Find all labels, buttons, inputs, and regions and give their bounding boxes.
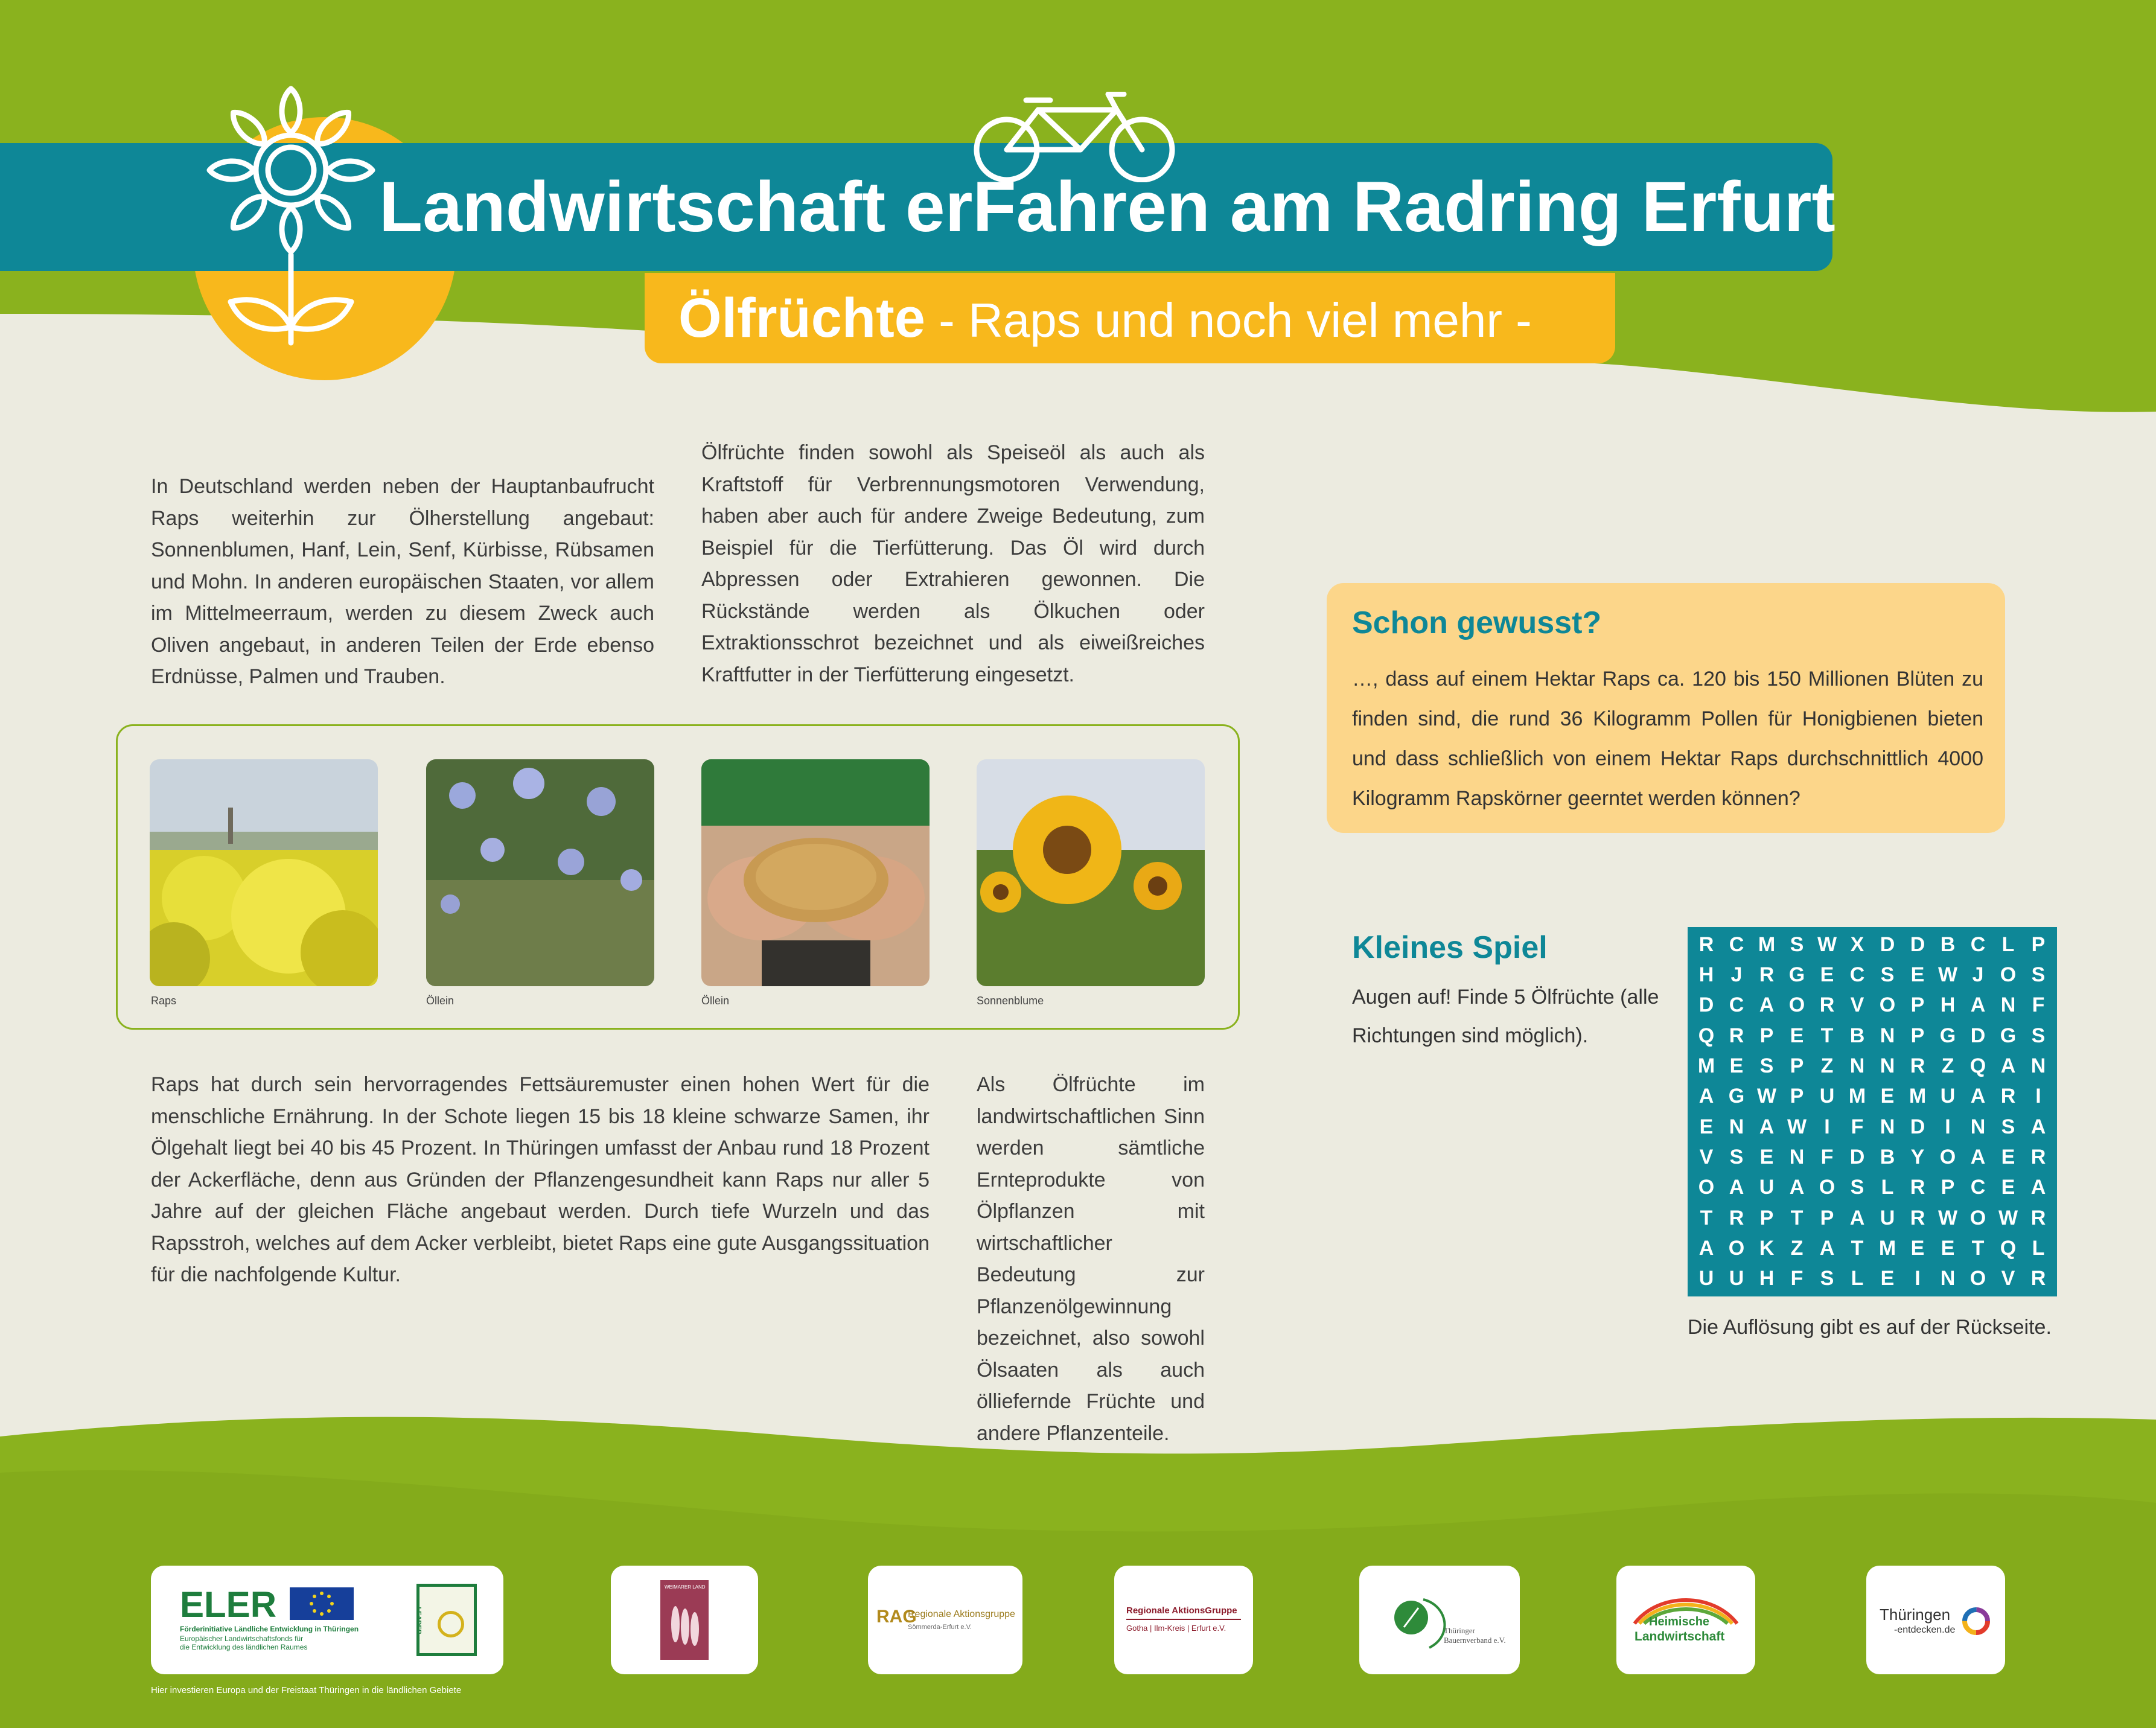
photo-caption-3: Öllein [701,995,730,1007]
grid-letter: F [1851,1115,1864,1138]
grid-letter: O [1939,1145,1956,1168]
bauern-line-2: Bauernverband e.V. [1444,1636,1506,1645]
photo-caption-2: Öllein [426,995,454,1007]
grid-letter: O [1819,1176,1835,1199]
grid-letter: G [1788,963,1805,986]
game-title: Kleines Spiel [1352,930,1548,965]
fact-title: Schon gewusst? [1352,605,1602,640]
eler-line-2: Europäischer Landwirtschaftsfonds für [180,1634,304,1643]
photo-caption-1: Raps [151,995,177,1007]
grid-letter: R [1698,933,1714,956]
usage-paragraph: Ölfrüchte finden sowohl als Speiseöl als auch als Kraftstoff für Verbrennungsmotoren Verwendung, haben aber auch für andere Zweige Bedeutung, zum Beispiel für die Tierfütterung. Das Öl wird durch Abpressen oder Extrahieren gewonnen. Die Rückstände werden als Ölkuchen oder Extraktionsschrot bezeichnet und als eiweißreiches Kraftfutter in der Tierfütterung eingesetzt. [701,441,1205,686]
grid-letter: M [1697,1054,1715,1077]
grid-letter: J [1730,963,1743,986]
grid-letter: T [1971,1236,1985,1260]
heimische-line-1: Heimische [1649,1615,1710,1628]
rag2-line-2: Gotha | Ilm-Kreis | Erfurt e.V. [1126,1624,1226,1633]
logo-eler-leader[interactable] [151,1566,503,1674]
grid-letter: L [1881,1176,1894,1199]
grid-letter: O [1879,993,1896,1017]
grid-letter: A [1698,1236,1714,1260]
eler-title: ELER [180,1584,277,1625]
leader-logo [416,1584,477,1656]
grid-letter: I [1945,1115,1951,1138]
grid-letter: A [1970,1085,1986,1108]
grid-letter: H [1940,993,1956,1017]
thueringen-line-2: -entdecken.de [1894,1625,1956,1635]
grid-letter: C [1970,1176,1986,1199]
weimarer-label: WEIMARER LAND [665,1584,706,1590]
game-instructions: Augen auf! Finde 5 Ölfrüchte (alle Richtungen sind möglich). [1352,986,1659,1047]
grid-letter: R [1910,1176,1925,1199]
grid-letter: W [1938,963,1958,986]
rag-line-2: Sömmerda-Erfurt e.V. [908,1624,972,1631]
grid-letter: F [1790,1267,1804,1290]
grid-letter: I [1915,1267,1921,1290]
grid-letter: R [1759,963,1775,986]
bicycle-icon [966,92,1183,182]
grid-letter: P [1941,1176,1955,1199]
grid-letter: N [1940,1267,1956,1290]
grid-letter: A [1789,1176,1805,1199]
photo-sonnenblume [977,759,1205,986]
grid-letter: E [1941,1236,1955,1260]
grid-letter: E [1759,1145,1774,1168]
grid-letter: A [1849,1206,1865,1229]
grid-letter: P [1790,1085,1804,1108]
grid-letter: P [1910,1024,1925,1047]
grid-letter: P [1759,1206,1774,1229]
grid-letter: R [1910,1206,1925,1229]
grid-letter: W [1817,933,1837,956]
grid-letter: H [1759,1267,1775,1290]
grid-letter: S [1850,1176,1864,1199]
grid-letter: N [1789,1145,1805,1168]
grid-letter: A [2030,1115,2046,1138]
funding-note: Hier investieren Europa und der Freistaat Thüringen in die ländlichen Gebiete [151,1685,462,1695]
grid-letter: M [1878,1236,1896,1260]
logo-weimarer-land[interactable] [611,1566,758,1674]
grid-letter: E [1910,1236,1925,1260]
grid-letter: M [1758,933,1776,956]
grid-letter: E [1880,1267,1895,1290]
photo-oellein-flowers [426,759,654,986]
grid-letter: T [1790,1206,1804,1229]
grid-letter: P [1910,993,1925,1017]
grid-letter: N [2000,993,2016,1017]
grid-letter: P [2031,933,2046,956]
grid-letter: S [1820,1267,1834,1290]
leader-label: LEADER [415,1607,423,1634]
grid-letter: D [1970,1024,1986,1047]
grid-letter: D [1849,1145,1865,1168]
grid-letter: A [1819,1236,1835,1260]
grid-letter: N [2030,1054,2046,1077]
grid-letter: R [2030,1267,2046,1290]
subtitle [678,273,1532,363]
grid-letter: R [1910,1054,1925,1077]
rag-line-1: Regionale Aktionsgruppe [908,1609,1015,1619]
grid-letter: W [1756,1085,1777,1108]
grid-letter: U [1729,1267,1744,1290]
grid-letter: A [1970,993,1986,1017]
grid-letter: L [1851,1267,1864,1290]
grid-letter: L [2001,933,2015,956]
subtitle-bold: Ölfrüchte [678,287,925,349]
grid-letter: P [1790,1054,1804,1077]
grid-letter: T [1700,1206,1713,1229]
grid-letter: E [1910,963,1925,986]
grid-letter: E [2001,1145,2015,1168]
subtitle-rest: - Raps und noch viel mehr - [925,293,1532,347]
grid-letter: P [1759,1024,1774,1047]
fact-text: …, dass auf einem Hektar Raps ca. 120 bis 150 Millionen Blüten zu finden sind, die rund 36 Kilogramm Pollen für Honigbienen bieten und dass schließlich von einem Hektar Raps durchschnittlich 4000 Kilogramm Rapskörner geerntet werden können? [1352,668,1983,810]
word-search-grid [1688,927,2057,1296]
grid-letter: N [1880,1054,1895,1077]
grid-letter: I [2035,1085,2041,1108]
grid-letter: R [2030,1145,2046,1168]
bauern-line-1: Thüringer [1444,1626,1475,1635]
grid-letter: O [1698,1176,1715,1199]
grid-letter: S [1790,933,1804,956]
grid-letter: N [1880,1115,1895,1138]
grid-letter: U [1880,1206,1895,1229]
grid-letter: R [2030,1206,2046,1229]
grid-letter: D [1910,1115,1925,1138]
grid-letter: M [1848,1085,1866,1108]
grid-letter: O [2000,963,2017,986]
page-title: Landwirtschaft erFahren am Radring Erfurt [379,167,1835,247]
grid-letter: R [2000,1085,2016,1108]
grid-letter: C [1970,933,1986,956]
grid-letter: S [2031,963,2046,986]
grid-letter: W [1787,1115,1807,1138]
grid-letter: R [1729,1206,1744,1229]
grid-letter: B [1849,1024,1865,1047]
logo-thueringen-entdecken[interactable] [1866,1566,2005,1674]
grid-letter: A [1698,1085,1714,1108]
grid-letter: R [1729,1024,1744,1047]
photo-raps [150,759,378,986]
grid-letter: M [1909,1085,1927,1108]
eler-line-1: Förderinitiative Ländliche Entwicklung in Thüringen [180,1625,359,1633]
grid-letter: X [1850,933,1864,956]
grid-letter: E [1880,1085,1895,1108]
grid-letter: E [1790,1024,1804,1047]
grid-letter: Z [1790,1236,1804,1260]
grid-letter: A [1759,993,1775,1017]
grid-letter: G [1939,1024,1956,1047]
grid-letter: E [1699,1115,1714,1138]
grid-letter: N [1970,1115,1986,1138]
grid-letter: C [1729,993,1744,1017]
grid-letter: N [1729,1115,1744,1138]
grid-letter: B [1940,933,1956,956]
grid-letter: W [1938,1206,1958,1229]
grid-letter: C [1849,963,1865,986]
grid-letter: H [1698,963,1714,986]
colorful-ring-icon [1960,1605,1992,1637]
photo-oellein-seeds [701,759,930,986]
heimische-line-2: Landwirtschaft [1635,1630,1725,1644]
grid-letter: T [1820,1024,1834,1047]
grid-letter: Q [2000,1236,2017,1260]
grid-letter: A [1970,1145,1986,1168]
intro-paragraph: In Deutschland werden neben der Hauptanbaufrucht Raps weiterhin zur Ölherstellung angebaut: Sonnenblumen, Hanf, Lein, Senf, Kürbisse, Rübsamen und Mohn. In anderen europäischen Staaten, vor allem im Mittelmeerraum, werden zu diesem Zweck auch Oliven angebaut, in anderen Teilen der Erde ebenso Erdnüsse, Palmen und Trauben. [151,475,654,688]
grid-letter: S [2001,1115,2015,1138]
grid-letter: B [1880,1145,1895,1168]
grid-letter: E [1820,963,1834,986]
grid-letter: O [1969,1267,1986,1290]
grid-letter: Z [1941,1054,1954,1077]
logo-rag-soemmerda[interactable] [868,1566,1022,1674]
grid-letter: N [1849,1054,1865,1077]
grid-letter: K [1759,1236,1775,1260]
grid-letter: U [1698,1267,1714,1290]
grid-letter: S [2031,1024,2046,1047]
grid-letter: R [1819,993,1835,1017]
grid-letter: Z [1820,1054,1834,1077]
eler-line-3: die Entwicklung des ländlichen Raumes [180,1643,308,1651]
eu-flag-icon [290,1587,354,1620]
grid-letter: E [1729,1054,1744,1077]
grid-letter: P [1820,1206,1834,1229]
grid-letter: L [2032,1236,2045,1260]
logo-bauernverband[interactable] [1359,1566,1520,1674]
grid-letter: E [2001,1176,2015,1199]
grid-letter: F [2032,993,2045,1017]
grid-letter: D [1880,933,1895,956]
grid-letter: A [2030,1176,2046,1199]
grid-letter: G [1728,1085,1745,1108]
grid-letter: S [1759,1054,1774,1077]
grid-letter: Y [1910,1145,1925,1168]
grid-letter: S [1729,1145,1744,1168]
solution-note: Die Auflösung gibt es auf der Rückseite. [1688,1316,2052,1339]
grid-letter: D [1910,933,1925,956]
grid-letter: O [1788,993,1805,1017]
grid-letter: Q [1698,1024,1715,1047]
grid-letter: T [1851,1236,1864,1260]
grid-letter: F [1820,1145,1834,1168]
grid-letter: S [1880,963,1895,986]
grid-letter: I [1824,1115,1830,1138]
logo-rag-gotha[interactable] [1114,1566,1253,1674]
grid-letter: O [1728,1236,1745,1260]
grid-letter: A [2000,1054,2016,1077]
raps-paragraph: Raps hat durch sein hervorragendes Fettsäuremuster einen hohen Wert für die menschliche Ernährung. In der Schote liegen 15 bis 18 kleine schwarze Samen, ihr Ölgehalt liegt bei 40 bis 45 Prozent. In Thüringen umfasst der Anbau rund 18 Prozent der Ackerfläche, denn aus Gründen der Pflanzengesundheit kann Raps nur aller 5 Jahre auf der gleichen Fläche angebaut werden. Durch tiefe Wurzeln und das Rapsstroh, welches auf dem Acker verbleibt, bietet Raps eine gute Ausgangssituation für die nachfolgende Kultur. [151,1073,930,1286]
grid-letter: D [1698,993,1714,1017]
definition-paragraph: Als Ölfrüchte im landwirtschaftlichen Sinn werden sämtliche Ernteprodukte von Ölpflanzen mit wirtschaftlicher Bedeutung zur Pflanzenölgewinnung bezeichnet, also sowohl Ölsaaten als auch ölliefernde Früchte und andere Pflanzenteile. [977,1073,1205,1445]
grid-letter: J [1972,963,1984,986]
rag2-line-1: Regionale AktionsGruppe [1126,1605,1237,1616]
thueringen-line-1: Thüringen [1880,1605,1951,1624]
sunflower-icon [194,74,388,351]
grid-letter: V [1850,993,1864,1017]
grid-letter: U [1759,1176,1775,1199]
grid-letter: V [2001,1267,2015,1290]
grid-letter: V [1699,1145,1714,1168]
grid-letter: Q [1969,1054,1986,1077]
grid-letter: A [1759,1115,1775,1138]
grid-letter: N [1880,1024,1895,1047]
grid-letter: A [1729,1176,1744,1199]
grid-letter: U [1819,1085,1835,1108]
rag-main: RAG [876,1607,917,1627]
grid-letter: W [1998,1206,2018,1229]
grid-letter: O [1969,1206,1986,1229]
grid-letter: C [1729,933,1744,956]
photo-caption-4: Sonnenblume [977,995,1044,1007]
logo-heimische-landwirtschaft[interactable] [1616,1566,1755,1674]
trees-icon [668,1600,702,1658]
grid-letter: U [1940,1085,1956,1108]
grid-letter: G [2000,1024,2017,1047]
